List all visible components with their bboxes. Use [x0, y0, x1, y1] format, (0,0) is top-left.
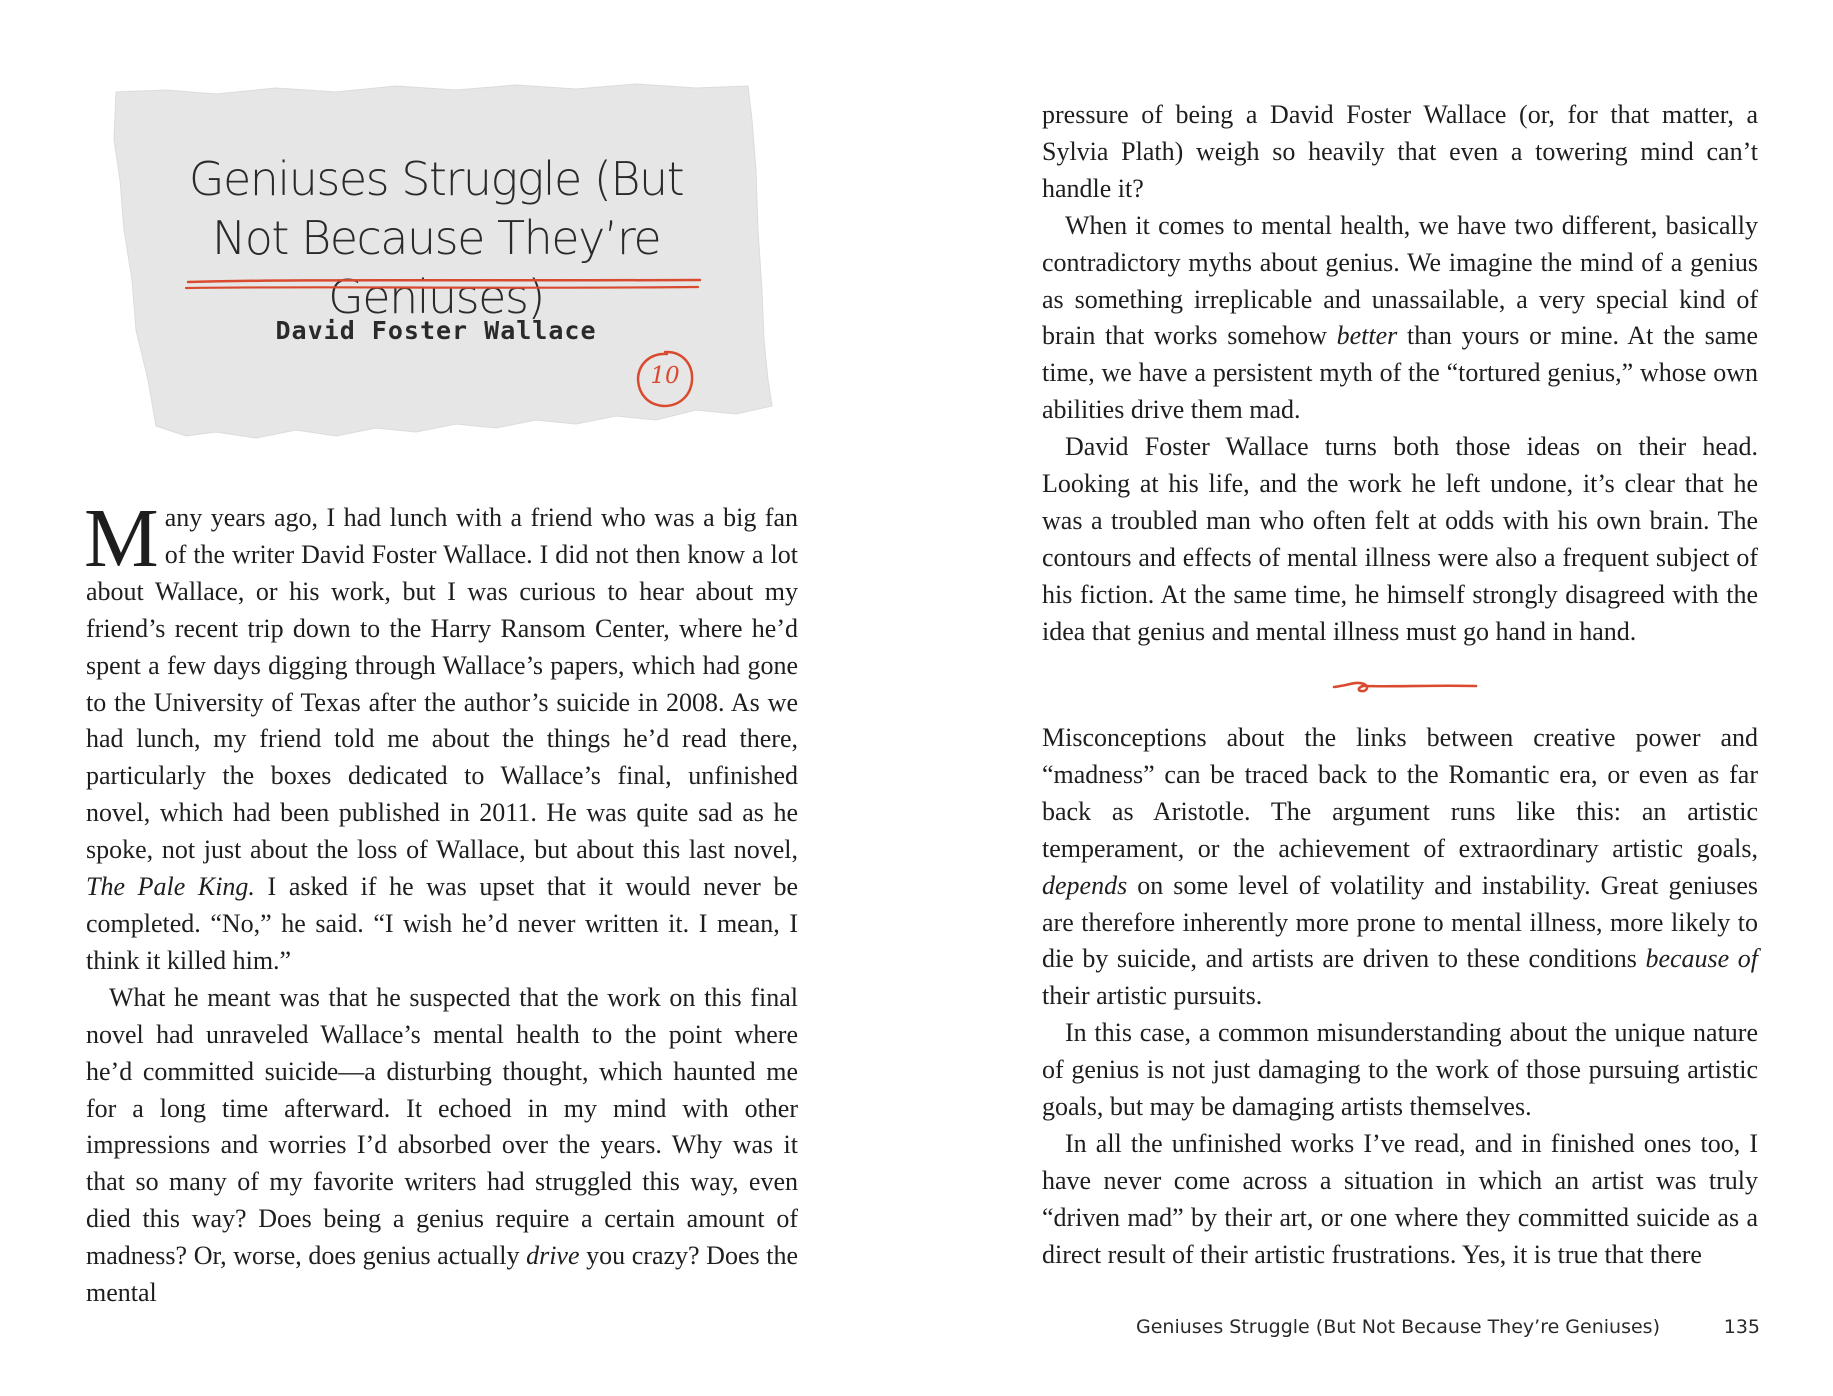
paragraph: In this case, a common misunderstanding about the unique nature of genius is not just damaging to the work of those pursuing artistic goals, but may be damaging artists themselves.: [1042, 1018, 1758, 1122]
torn-paper-title-card: [96, 80, 796, 448]
chapter-number: 10: [650, 363, 680, 389]
section-divider-ornament: [1330, 672, 1480, 698]
book-title-emphasis: The Pale King.: [86, 872, 255, 902]
page-number: 135: [1723, 1316, 1760, 1338]
paragraph-text: than yours or mine. At the same time, we have a persistent myth of the “tortured genius,” whose own abilities drive them mad.: [1042, 321, 1759, 425]
left-body-text: [84, 492, 798, 1312]
paragraph-text: on some level of volatility and instability. Great geniuses are therefore inherently more prone to mental illness, more likely to die by suicide, and artists are driven to these conditions: [1042, 870, 1758, 974]
paragraph-text: When it comes to mental health, we have two different, basically contradictory myths about genius. We imagine the mind of a genius as something irreplicable and unassailable, a very special kind of brain that works somehow: [1042, 210, 1758, 351]
drop-cap: M: [84, 492, 159, 585]
emphasis-text: drive: [526, 1241, 580, 1271]
right-top-body-text: [1042, 97, 1758, 651]
left-page: [0, 0, 916, 1396]
paragraph: pressure of being a David Foster Wallace (or, for that matter, a Sylvia Plath) weigh so heavily that even a towering mind can’t handle it?: [1042, 100, 1758, 203]
emphasis-text: depends: [1042, 870, 1128, 900]
paragraph: [84, 492, 798, 980]
running-footer: Geniuses Struggle (But Not Because They’re Geniuses): [1135, 1316, 1660, 1338]
paragraph-text: What he meant was that he suspected that the work on this final novel had unraveled Wallace’s mental health to the point where he’d committed suicide—a disturbing thought, which haunted me for a long time afterward. It echoed in my mind with other impressions and worries I’d absorbed over the years. Why was it that so many of my favorite writers had struggled this way, even died this way? Does being a genius require a certain amount of madness? Or, worse, does genius actually: [86, 982, 798, 1271]
right-bottom-body-text: [1042, 720, 1758, 1274]
title-underline-decoration: [184, 276, 704, 296]
paragraph: [86, 980, 798, 1312]
chapter-title: Geniuses Struggle (But Not Because They’re Geniuses): [188, 152, 684, 324]
paragraph-text: Misconceptions about the links between creative power and “madness” can be traced back to the Romantic era, or even as far back as Aristotle. The argument runs like this: an artistic temperament, or the achievement of extraordinary artistic goals,: [1042, 723, 1758, 863]
emphasis-text: better: [1336, 321, 1398, 351]
paragraph-text: I asked if he was upset that it would never be completed. “No,” he said. “I wish he’d never written it. I mean, I think it killed him.”: [86, 872, 798, 975]
chapter-subject: David Foster Wallace: [275, 316, 597, 345]
paragraph-text: their artistic pursuits.: [1042, 981, 1263, 1011]
paragraph-text: any years ago, I had lunch with a friend who was a big fan of the writer David Foster Wallace. I did not then know a lot about Wallace, or his work, but I was curious to hear about my friend’s recent trip down to the Harry Ransom Center, where he’d spent a few days digging through Wallace’s papers, which had gone to the University of Texas after the author’s suicide in 2008. As we had lunch, my friend told me about the things he’d read there, particularly the boxes dedicated to Wallace’s final, unfinished novel, which had been published in 2011. He was quite sad as he spoke, not just about the loss of Wallace, but about this last novel,: [86, 503, 798, 865]
paragraph: [1042, 208, 1758, 429]
paragraph: David Foster Wallace turns both those ideas on their head. Looking at his life, and the work he left undone, it’s clear that he was a troubled man who often felt at odds with his own brain. The contours and effects of mental illness were also a frequent subject of his fiction. At the same time, he himself strongly disagreed with the idea that genius and mental illness must go hand in hand.: [1042, 432, 1758, 646]
paragraph: [1042, 720, 1758, 1015]
paragraph-text: you crazy? Does the mental: [86, 1241, 798, 1308]
paragraph: In all the unfinished works I’ve read, and in finished ones too, I have never come across a situation in which an artist was truly “driven mad” by their art, or one where they committed suicide as a direct result of their artistic frustrations. Yes, it is true that there: [1042, 1128, 1758, 1269]
chapter-number-badge: [634, 348, 696, 410]
emphasis-text: because of: [1645, 944, 1758, 974]
